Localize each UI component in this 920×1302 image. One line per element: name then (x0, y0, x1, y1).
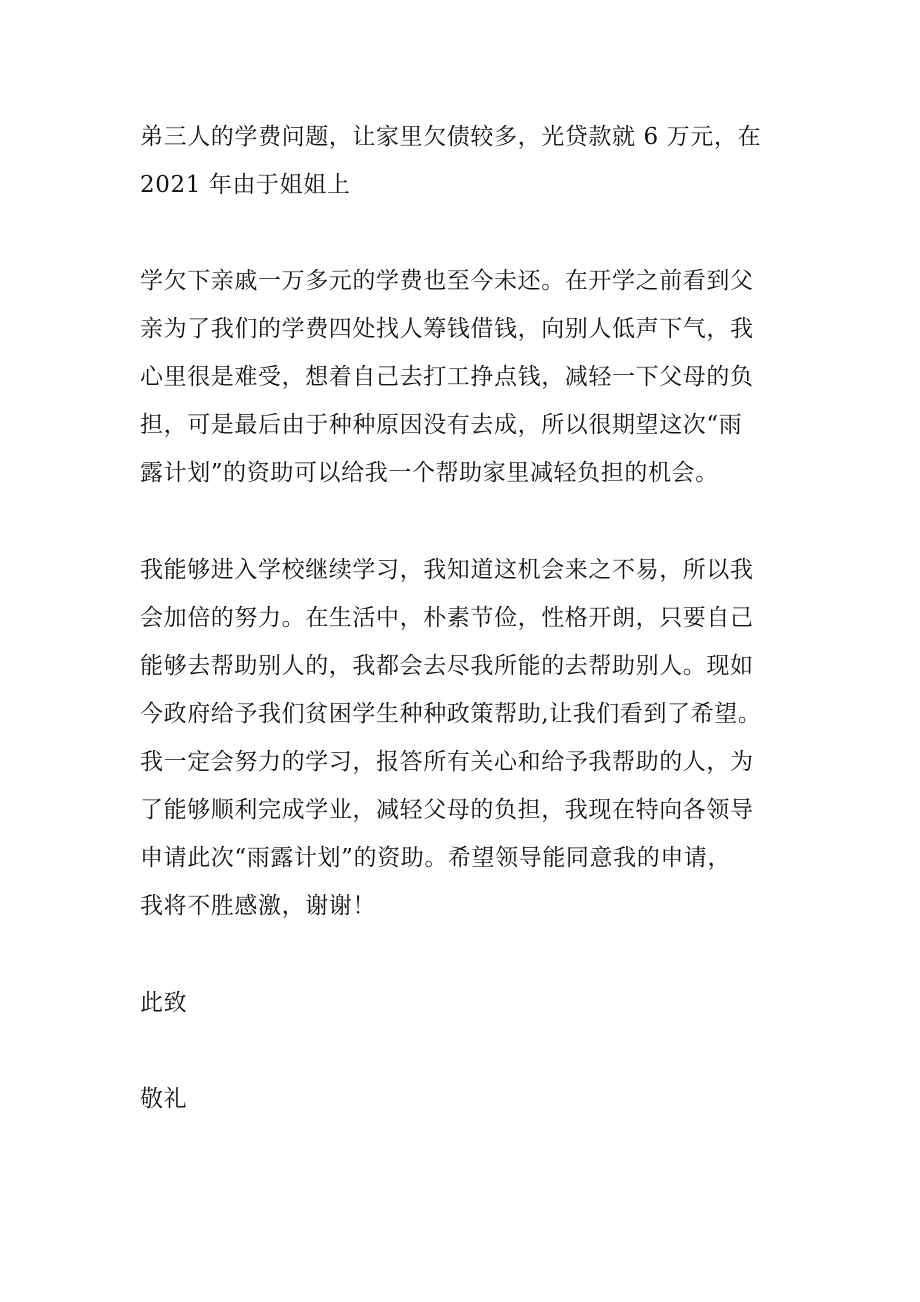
paragraph-3-line-1: 我能够进入学校继续学习，我知道这机会来之不易，所以我 (140, 557, 754, 583)
paragraph-3-line-6: 了能够顺利完成学业，减轻父母的负担，我现在特向各领导 (140, 797, 754, 823)
paragraph-3-line-5: 我一定会努力的学习，报答所有关心和给予我帮助的人，为 (140, 749, 754, 775)
paragraph-3-line-7: 申请此次“雨露计划”的资助。希望领导能同意我的申请， (140, 845, 732, 871)
paragraph-3-line-3: 能够去帮助别人的，我都会去尽我所能的去帮助别人。现如 (140, 653, 754, 679)
paragraph-2-line-2: 亲为了我们的学费四处找人筹钱借钱，向别人低声下气，我 (140, 316, 754, 342)
paragraph-1-line-1: 弟三人的学费问题，让家里欠债较多，光贷款就 6 万元，在 (140, 124, 762, 150)
paragraph-3-line-8: 我将不胜感激，谢谢！ (140, 893, 376, 919)
closing-salutation: 此致 (140, 990, 188, 1016)
paragraph-2-line-5: 露计划”的资助可以给我一个帮助家里减轻负担的机会。 (140, 460, 719, 486)
closing-regards: 敬礼 (140, 1086, 188, 1112)
paragraph-3-line-4: 今政府给予我们贫困学生种种政策帮助,让我们看到了希望。 (140, 701, 762, 727)
paragraph-2-line-1: 学欠下亲戚一万多元的学费也至今未还。在开学之前看到父 (140, 268, 754, 294)
paragraph-1-line-2: 2021 年由于姐姐上 (140, 172, 351, 198)
paragraph-2-line-3: 心里很是难受，想着自己去打工挣点钱，减轻一下父母的负 (140, 364, 754, 390)
paragraph-2-line-4: 担，可是最后由于种种原因没有去成，所以很期望这次“雨 (140, 412, 743, 438)
paragraph-3-line-2: 会加倍的努力。在生活中，朴素节俭，性格开朗，只要自己 (140, 605, 754, 631)
